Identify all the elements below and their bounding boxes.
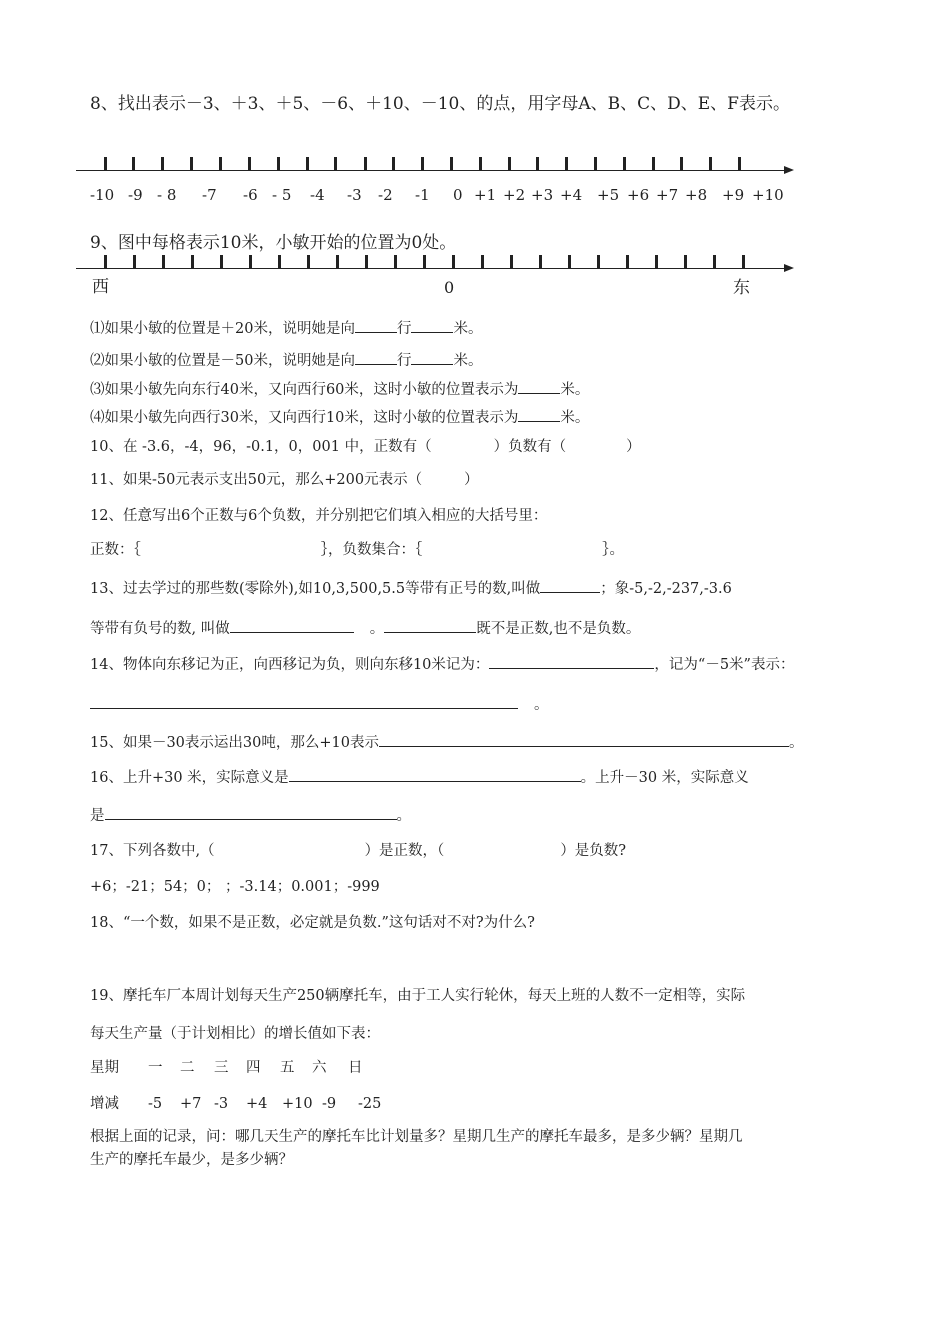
tick-mark: [479, 157, 482, 171]
tick-mark: [104, 255, 107, 269]
arrow-right-icon: [784, 264, 794, 272]
tick-mark: [536, 157, 539, 171]
number-line-2: [76, 255, 796, 275]
question-11: 11、如果-50元表示支出50元，那么+200元表示（ ）: [90, 472, 479, 488]
question-8: 8、找出表示－3、＋3、＋5、－6、＋10、－10、的点，用字母A、B、C、D、E、F表示。: [90, 94, 790, 114]
table-cell: +7: [180, 1096, 202, 1112]
answer-blank[interactable]: [379, 730, 789, 747]
tick-label: -7: [202, 186, 217, 204]
answer-blank[interactable]: [518, 377, 560, 394]
tick-label: +4: [560, 186, 583, 204]
question-10: 10、在 -3.6，-4，96，-0.1，0，001 中，正数有（ ）负数有（ ）: [90, 439, 641, 455]
question-19: 19、摩托车厂本周计划每天生产250辆摩托车，由于工人实行轮休，每天上班的人数不一定相等，实际: [90, 988, 746, 1004]
tick-label: +5: [597, 186, 620, 204]
question-19-line4: 生产的摩托车最少，是多少辆？: [90, 1152, 293, 1168]
tick-mark: [742, 255, 745, 269]
answer-blank[interactable]: [105, 803, 397, 820]
tick-mark: [481, 255, 484, 269]
tick-mark: [334, 157, 337, 171]
tick-label: +3: [531, 186, 554, 204]
answer-blank[interactable]: [384, 616, 476, 633]
answer-blank[interactable]: [518, 405, 560, 422]
answer-blank[interactable]: [411, 316, 453, 333]
table-cell: 二: [180, 1060, 195, 1076]
tick-mark: [623, 157, 626, 171]
tick-label: 0: [453, 186, 463, 204]
question-12-sets: 正数：｛ ｝，负数集合：｛ ｝。: [90, 542, 624, 558]
answer-blank[interactable]: [355, 316, 397, 333]
axis-line: [76, 268, 786, 269]
tick-label: -10: [90, 186, 115, 204]
tick-mark: [336, 255, 339, 269]
tick-mark: [423, 255, 426, 269]
q9-sub-1: ⑴如果小敏的位置是＋20米，说明她是向 行 米。: [90, 316, 482, 339]
question-18: 18、“一个数，如果不是正数，必定就是负数.”这句话对不对?为什么?: [90, 915, 535, 931]
q9-sub-2: ⑵如果小敏的位置是－50米，说明她是向 行 米。: [90, 348, 482, 371]
question-16-cont: 是 。: [90, 803, 411, 826]
tick-mark: [278, 255, 281, 269]
table-cell: -9: [322, 1096, 337, 1112]
tick-label: -9: [128, 186, 143, 204]
tick-mark: [191, 255, 194, 269]
table-cell: 三: [214, 1060, 229, 1076]
table-cell: +10: [282, 1096, 313, 1112]
tick-label: +1: [474, 186, 497, 204]
question-17: 17、下列各数中,（ ）是正数，（ ）是负数?: [90, 843, 627, 859]
tick-mark: [568, 255, 571, 269]
tick-mark: [249, 255, 252, 269]
question-12: 12、任意写出6个正数与6个负数，并分别把它们填入相应的大括号里：: [90, 508, 548, 524]
tick-mark: [277, 157, 280, 171]
q9-sub-4: ⑷如果小敏先向西行30米，又向西行10米，这时小敏的位置表示为 米。: [90, 405, 589, 428]
question-9: 9、图中每格表示10米，小敏开始的位置为0处。: [90, 233, 457, 253]
answer-blank[interactable]: [540, 576, 600, 593]
table-cell: 增减: [90, 1096, 119, 1112]
table-cell: 五: [280, 1060, 295, 1076]
tick-mark: [220, 255, 223, 269]
tick-mark: [161, 157, 164, 171]
tick-label: -6: [243, 186, 258, 204]
question-19-line3: 根据上面的记录，问：哪几天生产的摩托车比计划量多？星期几生产的摩托车最多，是多少辆？星期几: [90, 1129, 743, 1145]
tick-mark: [307, 255, 310, 269]
tick-mark: [652, 157, 655, 171]
table-cell: 星期: [90, 1060, 119, 1076]
tick-mark: [594, 157, 597, 171]
tick-mark: [510, 255, 513, 269]
tick-label: -4: [310, 186, 325, 204]
answer-blank[interactable]: [489, 652, 654, 669]
tick-label: -1: [415, 186, 430, 204]
tick-label: +7: [656, 186, 679, 204]
tick-mark: [133, 255, 136, 269]
tick-mark: [306, 157, 309, 171]
change-row: [90, 1094, 398, 1114]
tick-label: +8: [685, 186, 708, 204]
table-cell: 日: [348, 1060, 363, 1076]
table-cell: 四: [246, 1060, 261, 1076]
tick-label: +2: [503, 186, 526, 204]
question-14-cont: 。: [90, 692, 549, 715]
zero-label: 0: [444, 278, 455, 297]
tick-label: +6: [627, 186, 650, 204]
tick-mark: [684, 255, 687, 269]
tick-label: +9: [722, 186, 745, 204]
tick-mark: [450, 157, 453, 171]
tick-mark: [508, 157, 511, 171]
question-19-line2: 每天生产量（于计划相比）的增长值如下表：: [90, 1026, 380, 1042]
question-17-numbers: +6；-21；54；0； ；-3.14；0.001；-999: [90, 879, 380, 895]
number-line-1: [76, 157, 796, 177]
east-label: 东: [733, 278, 750, 298]
tick-mark: [392, 157, 395, 171]
question-13-cont: 等带有负号的数, 叫做 。 既不是正数,也不是负数。: [90, 616, 640, 639]
table-cell: -5: [148, 1096, 163, 1112]
tick-mark: [365, 255, 368, 269]
tick-mark: [655, 255, 658, 269]
tick-mark: [364, 157, 367, 171]
table-cell: 六: [312, 1060, 327, 1076]
tick-mark: [539, 255, 542, 269]
table-cell: 一: [148, 1060, 163, 1076]
tick-mark: [394, 255, 397, 269]
question-16: 16、上升+30 米，实际意义是 。上升－30 米，实际意义: [90, 765, 749, 788]
answer-blank[interactable]: [90, 692, 518, 709]
question-13: 13、过去学过的那些数(零除外),如10,3,500,5.5等带有正号的数,叫做 ；象-5,-2,-237,-3.6: [90, 576, 732, 599]
tick-label: -3: [347, 186, 362, 204]
weekday-row: [90, 1058, 378, 1078]
tick-mark: [626, 255, 629, 269]
tick-mark: [421, 157, 424, 171]
tick-mark: [248, 157, 251, 171]
west-label: 西: [92, 277, 109, 297]
tick-label: - 5: [272, 186, 292, 204]
answer-blank[interactable]: [289, 765, 581, 782]
tick-mark: [565, 157, 568, 171]
tick-mark: [738, 157, 741, 171]
table-cell: -25: [358, 1096, 382, 1112]
answer-blank[interactable]: [355, 348, 397, 365]
q9-sub-3: ⑶如果小敏先向东行40米，又向西行60米，这时小敏的位置表示为 米。: [90, 377, 589, 400]
table-cell: +4: [246, 1096, 268, 1112]
tick-mark: [597, 255, 600, 269]
tick-mark: [162, 255, 165, 269]
tick-mark: [709, 157, 712, 171]
table-cell: -3: [214, 1096, 229, 1112]
tick-label: - 8: [157, 186, 177, 204]
tick-mark: [680, 157, 683, 171]
question-14: 14、物体向东移记为正，向西移记为负，则向东移10米记为： ，记为“－5米”表示：: [90, 652, 794, 675]
tick-label: -2: [378, 186, 393, 204]
arrow-right-icon: [784, 166, 794, 174]
tick-mark: [713, 255, 716, 269]
answer-blank[interactable]: [230, 616, 354, 633]
tick-mark: [452, 255, 455, 269]
tick-mark: [132, 157, 135, 171]
tick-mark: [104, 157, 107, 171]
tick-mark: [219, 157, 222, 171]
tick-mark: [190, 157, 193, 171]
question-15: 15、如果－30表示运出30吨，那么+10表示 。: [90, 730, 803, 753]
answer-blank[interactable]: [411, 348, 453, 365]
tick-label: +10: [752, 186, 784, 204]
